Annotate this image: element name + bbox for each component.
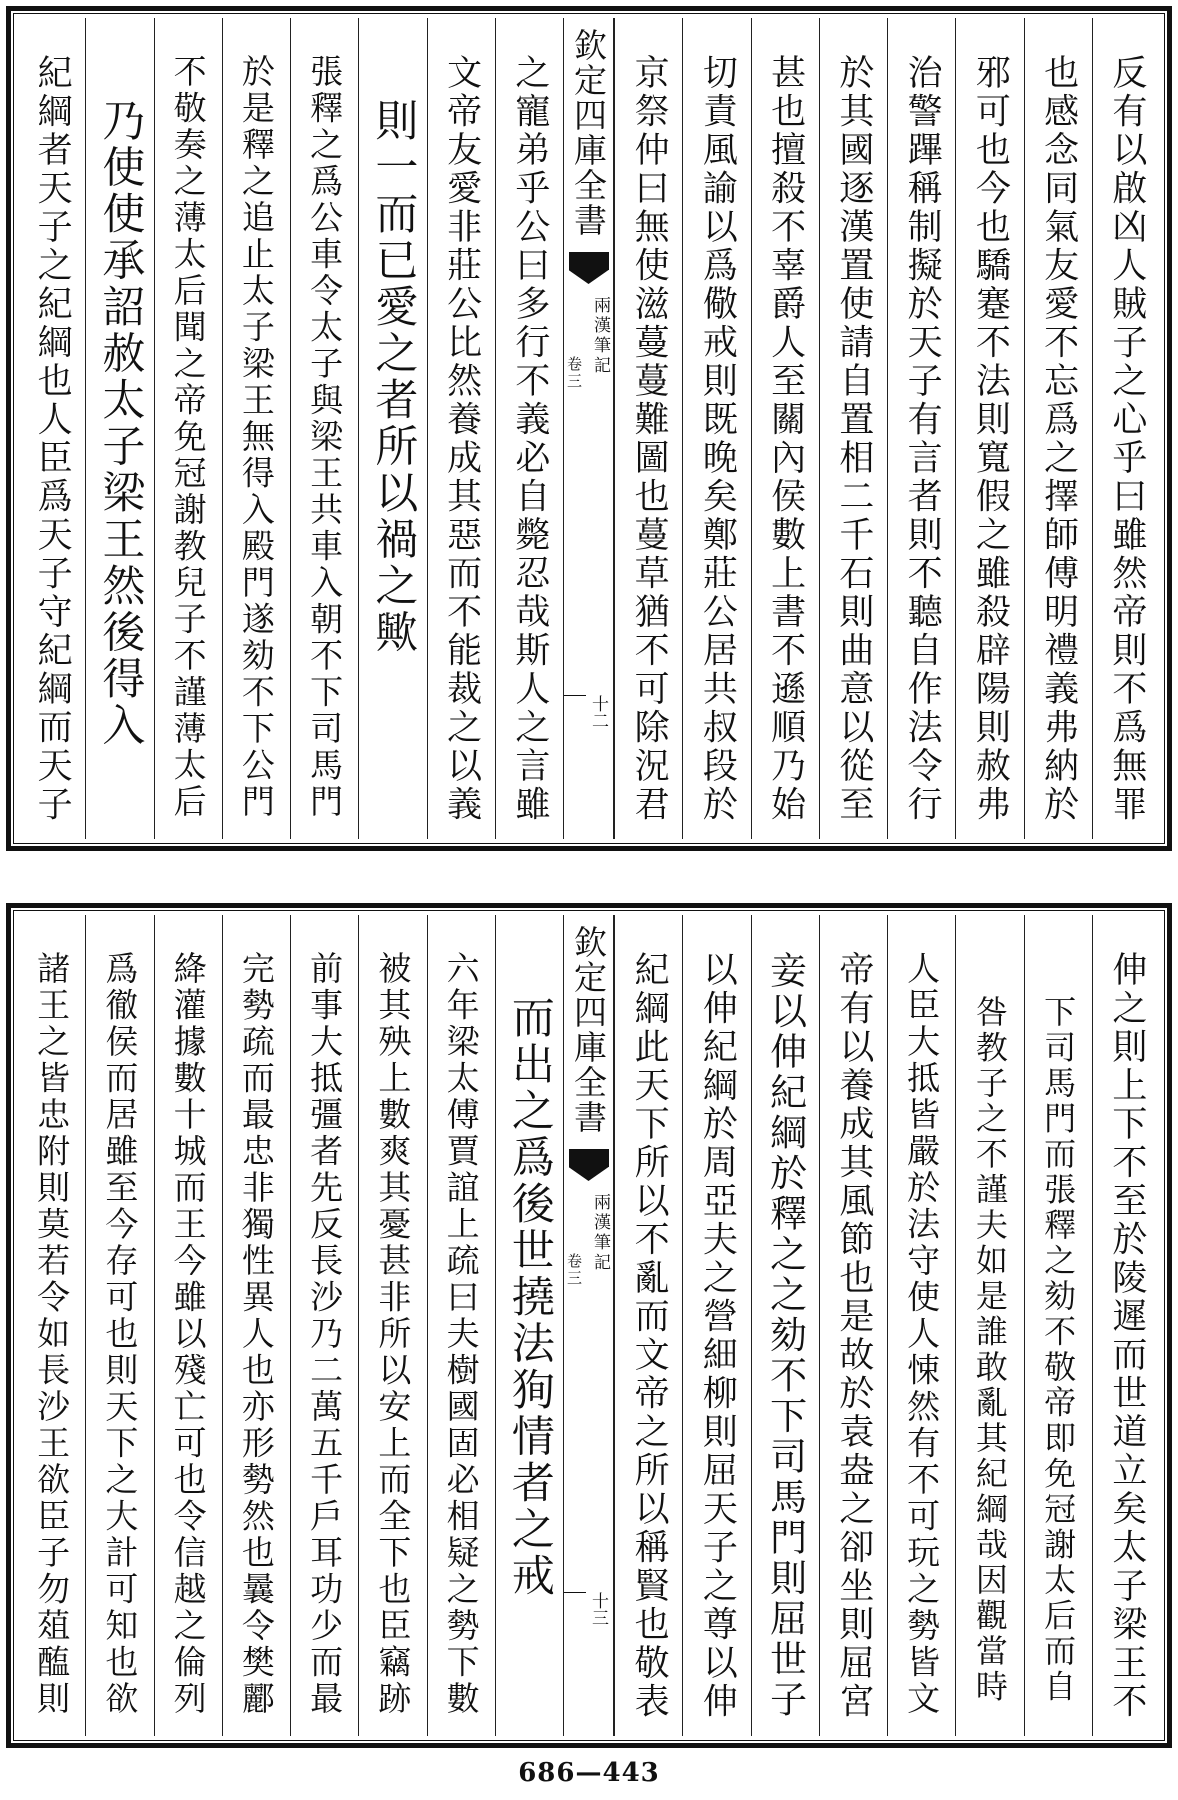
text-column: 甚也擅殺不辜爵人至關內侯數上書不遜順乃始 xyxy=(751,18,819,839)
text-column: 治警蹕稱制擬於天子有言者則不聽自作法令行 xyxy=(887,18,955,839)
page-bottom xyxy=(6,903,1172,1748)
text-column: 而出之爲後世撓法狥情者之戒 xyxy=(495,915,563,1736)
text-column: 完勢疏而最忠非獨性異人也亦形勢然也曩令樊酈 xyxy=(222,915,290,1736)
text-column: 京祭仲曰無使滋蔓蔓難圖也蔓草猶不可除況君 xyxy=(614,18,682,839)
text-column: 之寵弟乎公曰多行不義必自斃忍哉斯人之言雖 xyxy=(495,18,563,839)
text-column: 絳灌據數十城而王今雖以殘亡可也令信越之倫列 xyxy=(154,915,222,1736)
text-column: 切責風諭以爲儆戒則既晚矣鄭莊公居共叔段於 xyxy=(682,18,750,839)
book-title: 兩漢筆記 xyxy=(590,296,610,376)
text-columns xyxy=(18,915,1160,1736)
center-fold-margin xyxy=(563,18,614,839)
text-column: 諸王之皆忠附則莫若令如長沙王欲臣子勿葅醢則 xyxy=(32,951,72,1718)
fish-tail-mark-icon xyxy=(569,252,609,284)
text-column: 妾以伸紀綱於釋之之劾不下司馬門則屈世子 xyxy=(751,915,819,1736)
text-column: 不敬奏之薄太后聞之帝免冠謝教兒子不謹薄太后 xyxy=(154,18,222,839)
text-column: 邪可也今也驕蹇不法則寬假之雖殺辟陽則赦弗 xyxy=(955,18,1023,839)
volume-label: 卷三 xyxy=(565,356,583,390)
text-columns xyxy=(18,18,1160,839)
text-column: 六年梁太傅賈誼上疏曰夫樹國固必相疑之勢下數 xyxy=(427,915,495,1736)
text-column: 反有以啟凶人賊子之心乎曰雖然帝則不爲無罪 xyxy=(1092,18,1160,839)
text-column: 於其國逐漢置使請自置相二千石則曲意以從至 xyxy=(819,18,887,839)
page-top xyxy=(6,6,1172,851)
text-column: 前事大抵彊者先反長沙乃二萬五千戶耳功少而最 xyxy=(290,915,358,1736)
text-column: 咎教子之不謹夫如是誰敢亂其紀綱哉因觀當時 xyxy=(955,915,1023,1736)
center-fold-margin xyxy=(563,915,614,1736)
text-column: 於是釋之追止太子梁王無得入殿門遂劾不下公門 xyxy=(222,18,290,839)
volume-label: 卷三 xyxy=(565,1253,583,1287)
folio-number: 十三 xyxy=(566,1592,611,1626)
center-title: 欽定四庫全書 xyxy=(569,925,608,1135)
text-column: 帝有以養成其風節也是故於袁盎之卻坐則屈宮 xyxy=(819,915,887,1736)
text-column: 被其殃上數爽其憂甚非所以安上而全下也臣竊跡 xyxy=(358,915,426,1736)
text-column: 以伸紀綱於周亞夫之營細柳則屈天子之尊以伸 xyxy=(682,915,750,1736)
text-column: 文帝友愛非莊公比然養成其惡而不能裁之以義 xyxy=(427,18,495,839)
text-column: 張釋之爲公車令太子與梁王共車入朝不下司馬門 xyxy=(290,18,358,839)
text-column: 伸之則上下不至於陵遲而世道立矣太子梁王不 xyxy=(1092,915,1160,1736)
book-title: 兩漢筆記 xyxy=(590,1193,610,1273)
center-title: 欽定四庫全書 xyxy=(569,28,608,238)
text-column: 紀綱者天子之紀綱也人臣爲天子守紀綱而天子 xyxy=(32,54,73,824)
folio-number: 十二 xyxy=(566,695,611,729)
scan-page-number: 686—443 xyxy=(518,1758,660,1788)
fish-tail-mark-icon xyxy=(569,1149,609,1181)
text-column: 乃使使承詔赦太子梁王然後得入 xyxy=(85,18,153,839)
text-column: 也感念同氣友愛不忘爲之擇師傅明禮義弗納於 xyxy=(1024,18,1092,839)
text-column: 則一而已愛之者所以禍之歟 xyxy=(358,18,426,839)
text-column: 紀綱此天下所以不亂而文帝之所以稱賢也敬表 xyxy=(614,915,682,1736)
text-column: 人臣大抵皆嚴於法守使人悚然有不可玩之勢皆文 xyxy=(887,915,955,1736)
text-column: 下司馬門而張釋之劾不敬帝即免冠謝太后而自 xyxy=(1024,915,1092,1736)
text-column: 爲徹侯而居雖至今存可也則天下之大計可知也欲 xyxy=(85,915,153,1736)
